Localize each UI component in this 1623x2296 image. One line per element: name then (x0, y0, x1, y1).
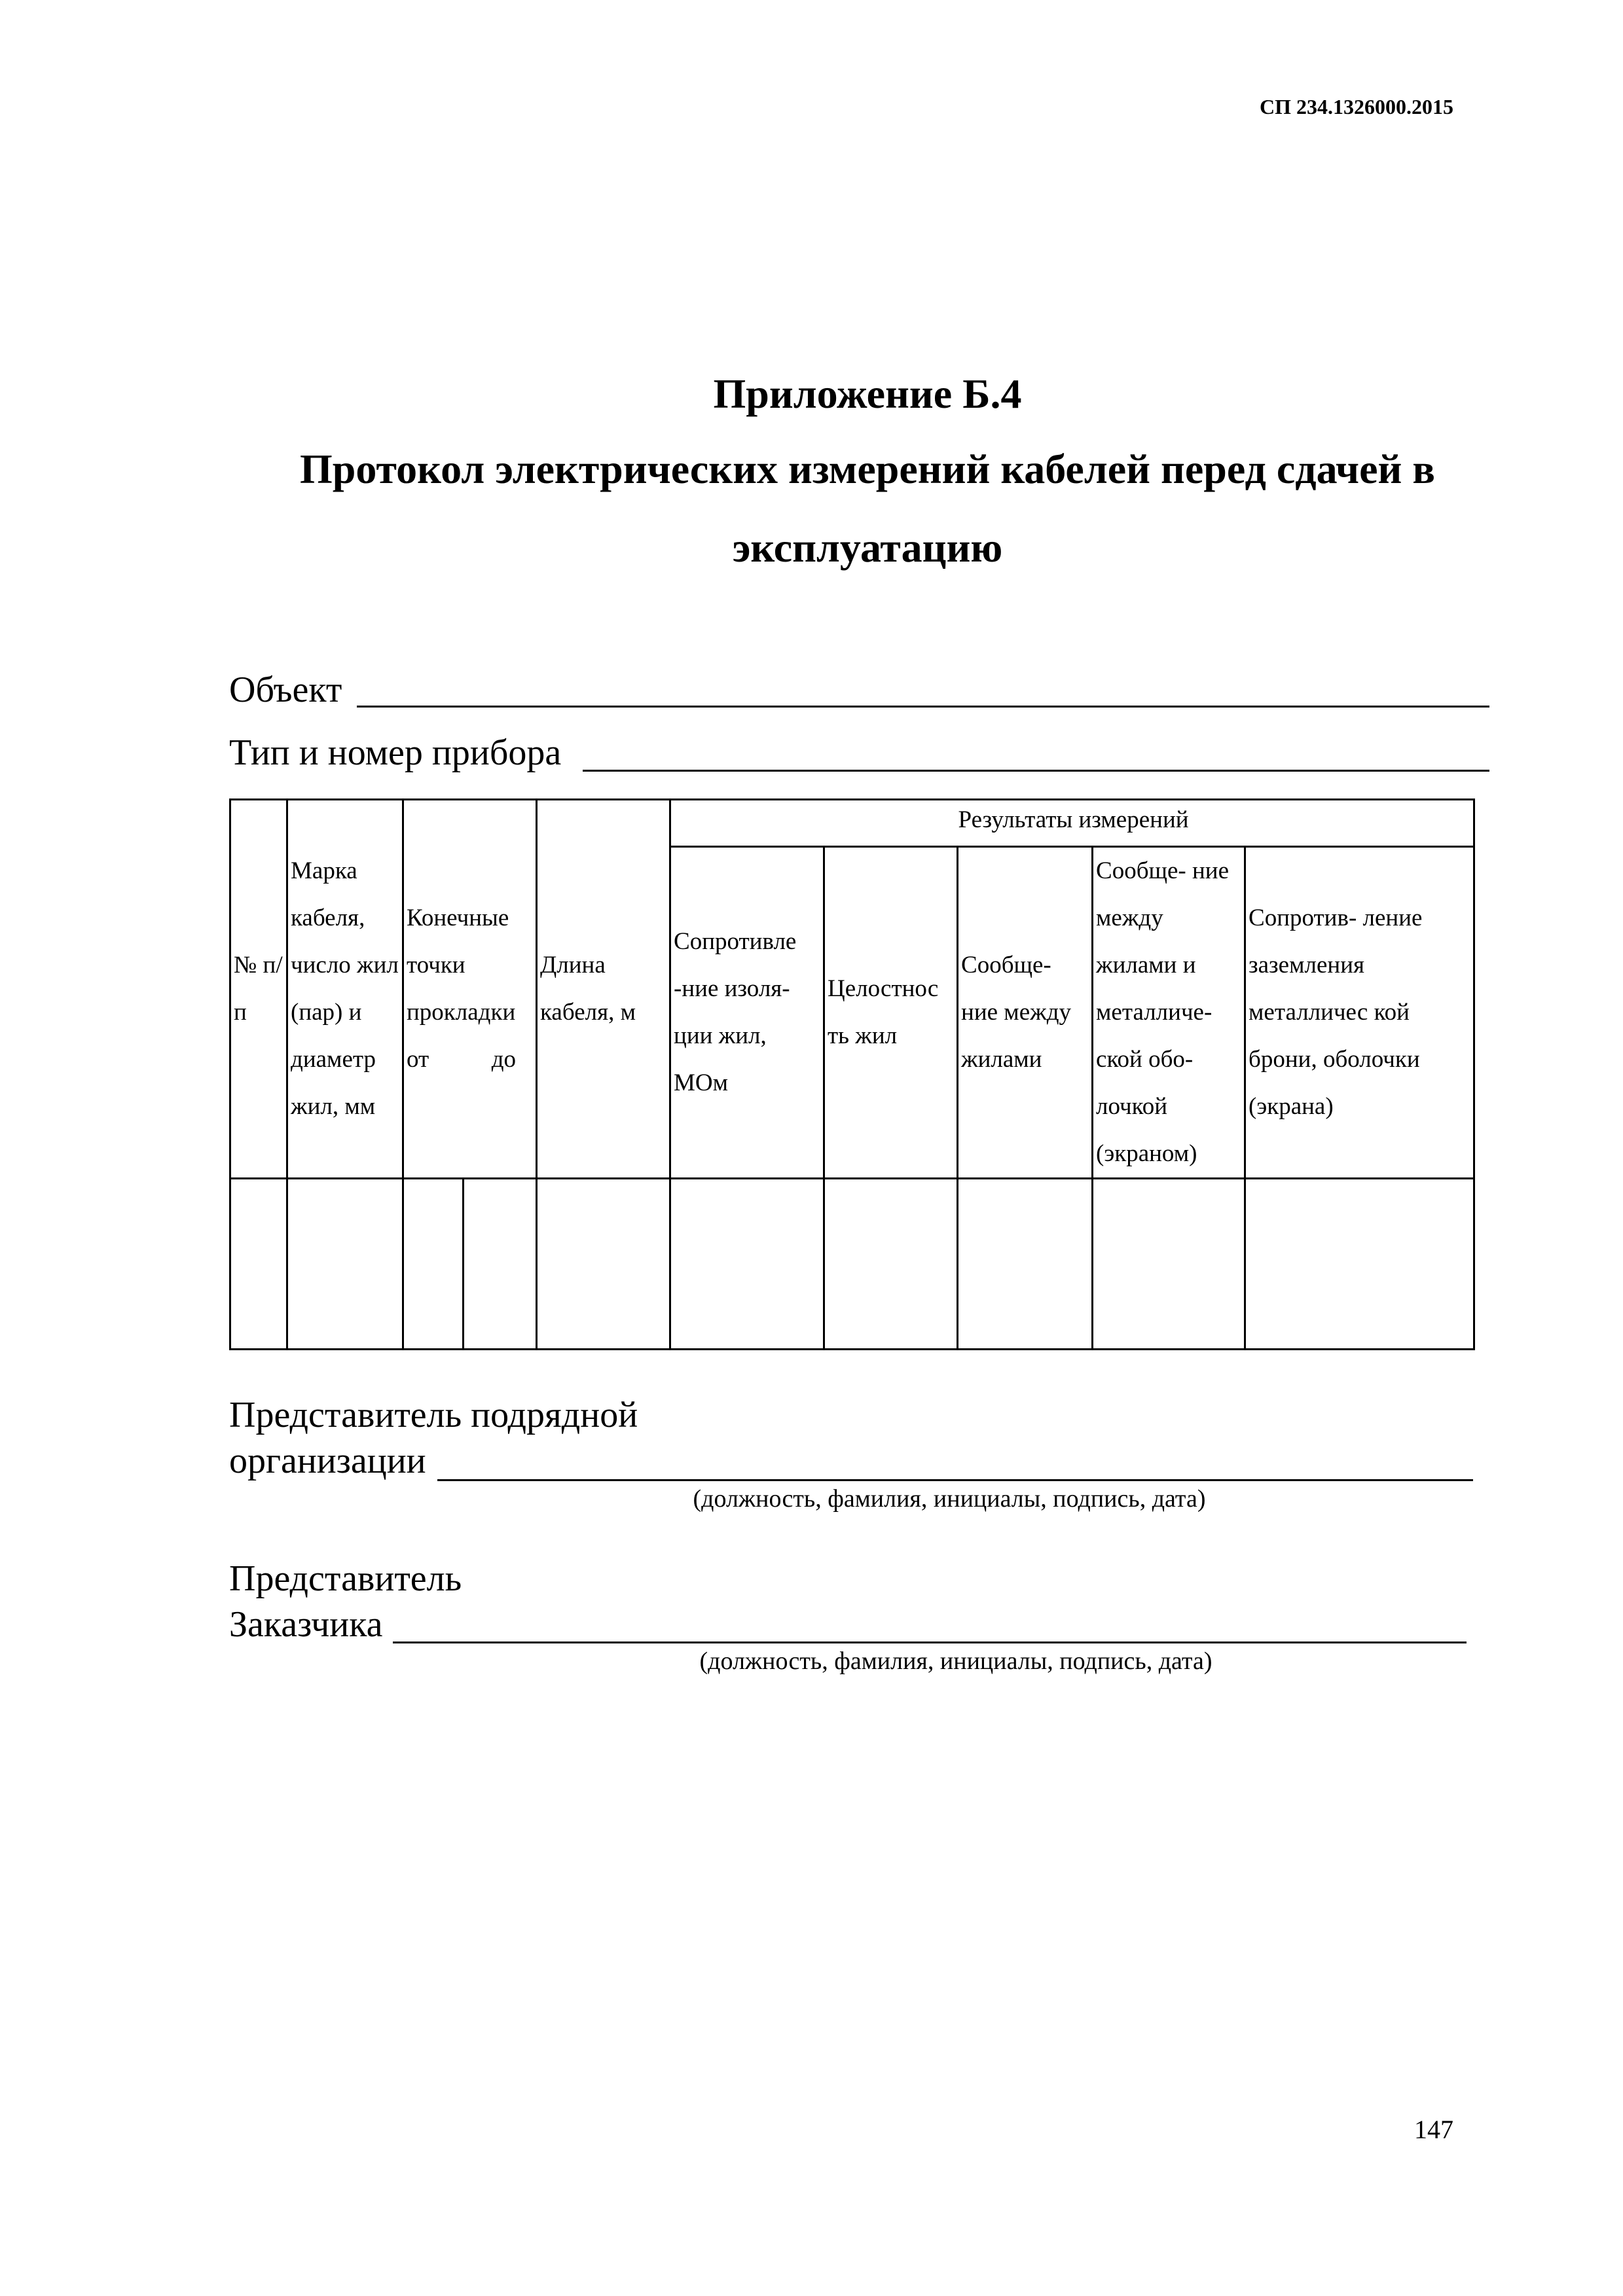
object-field[interactable] (357, 706, 1489, 708)
appendix-title: Приложение Б.4 (713, 370, 1022, 417)
measurement-table (229, 798, 1475, 1350)
endpoint-to-label: до (491, 1046, 517, 1073)
table-cell[interactable] (1093, 1179, 1245, 1350)
endpoints-label: Конечные точки прокладки (407, 905, 516, 1026)
column-header-length: Длина кабеля, м (537, 800, 670, 1179)
column-header-core-short: Сообще- ние между жилами (958, 847, 1093, 1179)
table-cell[interactable] (670, 1179, 824, 1350)
column-header-grounding: Сопротив- ление заземления металличес кой брони, оболочки (экрана) (1245, 847, 1474, 1179)
table-cell[interactable] (958, 1179, 1093, 1350)
protocol-title-line1: Протокол электрических измерений кабелей перед сдачей в (300, 446, 1435, 492)
customer-signature-caption: (должность, фамилия, инициалы, подпись, дата) (699, 1647, 1213, 1675)
object-label: Объект (229, 670, 342, 710)
table-row (230, 1179, 1474, 1350)
column-header-insulation: Сопротивле -ние изоля- ции жил, МОм (670, 847, 824, 1179)
customer-signature-field[interactable] (393, 1641, 1467, 1643)
contractor-label-line2: организации (229, 1441, 426, 1481)
customer-label-line2: Заказчика (229, 1604, 383, 1645)
protocol-title-line2: эксплуатацию (732, 524, 1003, 571)
table-cell[interactable] (537, 1179, 670, 1350)
table-cell[interactable] (230, 1179, 287, 1350)
endpoint-from-label: от (407, 1046, 429, 1073)
column-header-num: № п/п (230, 800, 287, 1179)
table-cell[interactable] (403, 1179, 464, 1350)
contractor-label-line1: Представитель подрядной (229, 1395, 638, 1435)
device-label: Тип и номер прибора (229, 732, 562, 773)
contractor-signature-caption: (должность, фамилия, инициалы, подпись, дата) (693, 1485, 1206, 1513)
table-cell[interactable] (1245, 1179, 1474, 1350)
column-header-sheath-short: Сообще- ние между жилами и металличе- ской обо- лочкой (экраном) (1093, 847, 1245, 1179)
document-code: СП 234.1326000.2015 (1260, 95, 1453, 118)
column-header-cable-mark: Марка кабеля, число жил (пар) и диаметр жил, мм (287, 800, 403, 1179)
contractor-signature-field[interactable] (437, 1479, 1473, 1481)
table-cell[interactable] (464, 1179, 537, 1350)
column-header-integrity: Целостнос ть жил (824, 847, 958, 1179)
page-number: 147 (1414, 2115, 1453, 2144)
table-cell[interactable] (287, 1179, 403, 1350)
device-field[interactable] (583, 770, 1489, 772)
column-group-results: Результаты измерений (670, 800, 1474, 847)
table-cell[interactable] (824, 1179, 958, 1350)
column-header-endpoints (403, 800, 537, 1179)
customer-label-line1: Представитель (229, 1558, 462, 1599)
